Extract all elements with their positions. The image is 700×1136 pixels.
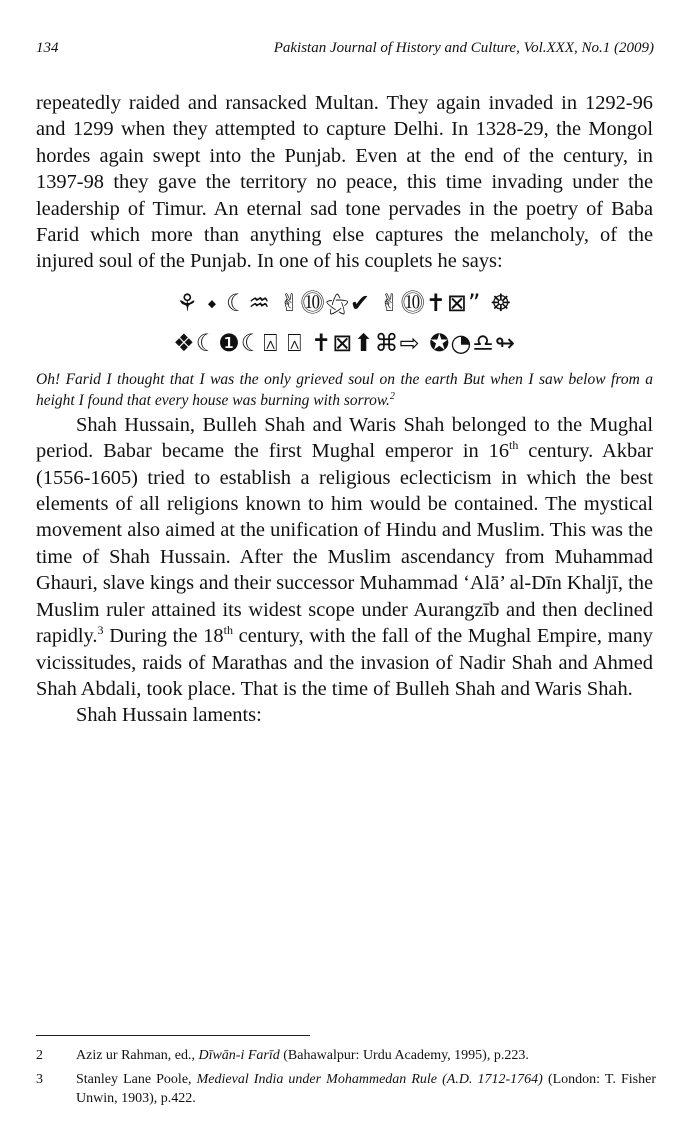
couplet-translation [36,369,653,412]
paragraph-3: Shah Hussain laments: [76,704,262,727]
footnote-publication: (London: T. Fisher Unwin, 1903), p.422. [76,1072,656,1106]
couplet-line-1: ⚘ ⬩ ☾♒ ✌⓾⚝✔ ✌⓾✝⊠” ☸ [176,288,513,317]
journal-title: Pakistan Journal of History and Culture, Vol.XXX, No.1 (2009) [273,40,654,56]
paragraph-2-part-1: Shah Hussain, Bulleh Shah and Waris Shah belonged to the Mughal period. Babar became the first Mughal emperor in 16 [36,413,653,463]
ordinal-suffix: th [509,438,519,453]
footnote-ref-3: 3 [97,623,104,638]
footnote-citation: Aziz ur Rahman, ed., [76,1048,199,1063]
page-number: 134 [36,40,59,56]
footnote [36,1070,656,1108]
paragraph-2-part-2: century. Akbar (1556-1605) tried to establish a religious eclecticism in which the best elements of all religions known to him would be contained. The mystical movement also aimed at the unification of Hindu and Muslim. This was the time of Shah Hussain. After the Muslim ascendancy from Muhammad Ghauri, slave kings and their successor Muhammad ‘Alā’ al-Dīn Khaljī, the Muslim ruler attained its widest scope under Aurangzīb and then declined rapidly. [36,440,653,648]
footnote-work-title: Medieval India under Mohammedan Rule (A.D. 1712-1764) [196,1072,543,1087]
footnote [36,1046,656,1065]
running-header [36,40,654,60]
footnote-number: 2 [36,1048,43,1063]
translation-text: Oh! Farid I thought that I was the only grieved soul on the earth But when I saw below from a height I found that every house was burning with sorrow. [36,370,653,410]
footnote-divider [36,1035,310,1036]
footnote-number: 3 [36,1072,43,1087]
footnote-text [76,1046,656,1065]
couplet-line-2: ❖☾❶☾⍓ ⍓ ✝⊠⬆⌘⇨ ✪◔♎↬ [173,328,516,357]
footnote-ref-2: 2 [389,391,395,403]
ordinal-suffix: th [223,623,233,638]
footnote-work-title: Dīwān-i Farīd [198,1048,280,1063]
paragraph-2-part-3: During the 18 [103,625,224,648]
main-text [36,90,653,729]
paragraph-2-part-4: century, with the fall of the Mughal Empire, many vicissitudes, raids of Marathas and the invasion of Nadir Shah and Ahmed Shah Abdali, took place. That is the time of Bulleh Shah and Waris Shah. [36,625,653,700]
couplet-glyphs [36,283,653,363]
footnote-citation: Stanley Lane Poole, [76,1072,197,1087]
paragraph-1: repeatedly raided and ransacked Multan. They again invaded in 1292-96 and 1299 when they attempted to capture Delhi. In 1328-29, the Mongol hordes again swept into the Punjab. Even at the end of the century, in 1397-98 they gave the territory no peace, this time invading under the leadership of Timur. An eternal sad tone pervades in the poetry of Baba Farid which more than anything else captures the melancholy, of the injured soul of the Punjab. In one of his couplets he says: [36,92,653,273]
footnote-publication: (Bahawalpur: Urdu Academy, 1995), p.223. [279,1048,529,1063]
paragraph-2 [36,412,653,702]
footnotes [36,1046,656,1113]
footnote-text [76,1070,656,1108]
